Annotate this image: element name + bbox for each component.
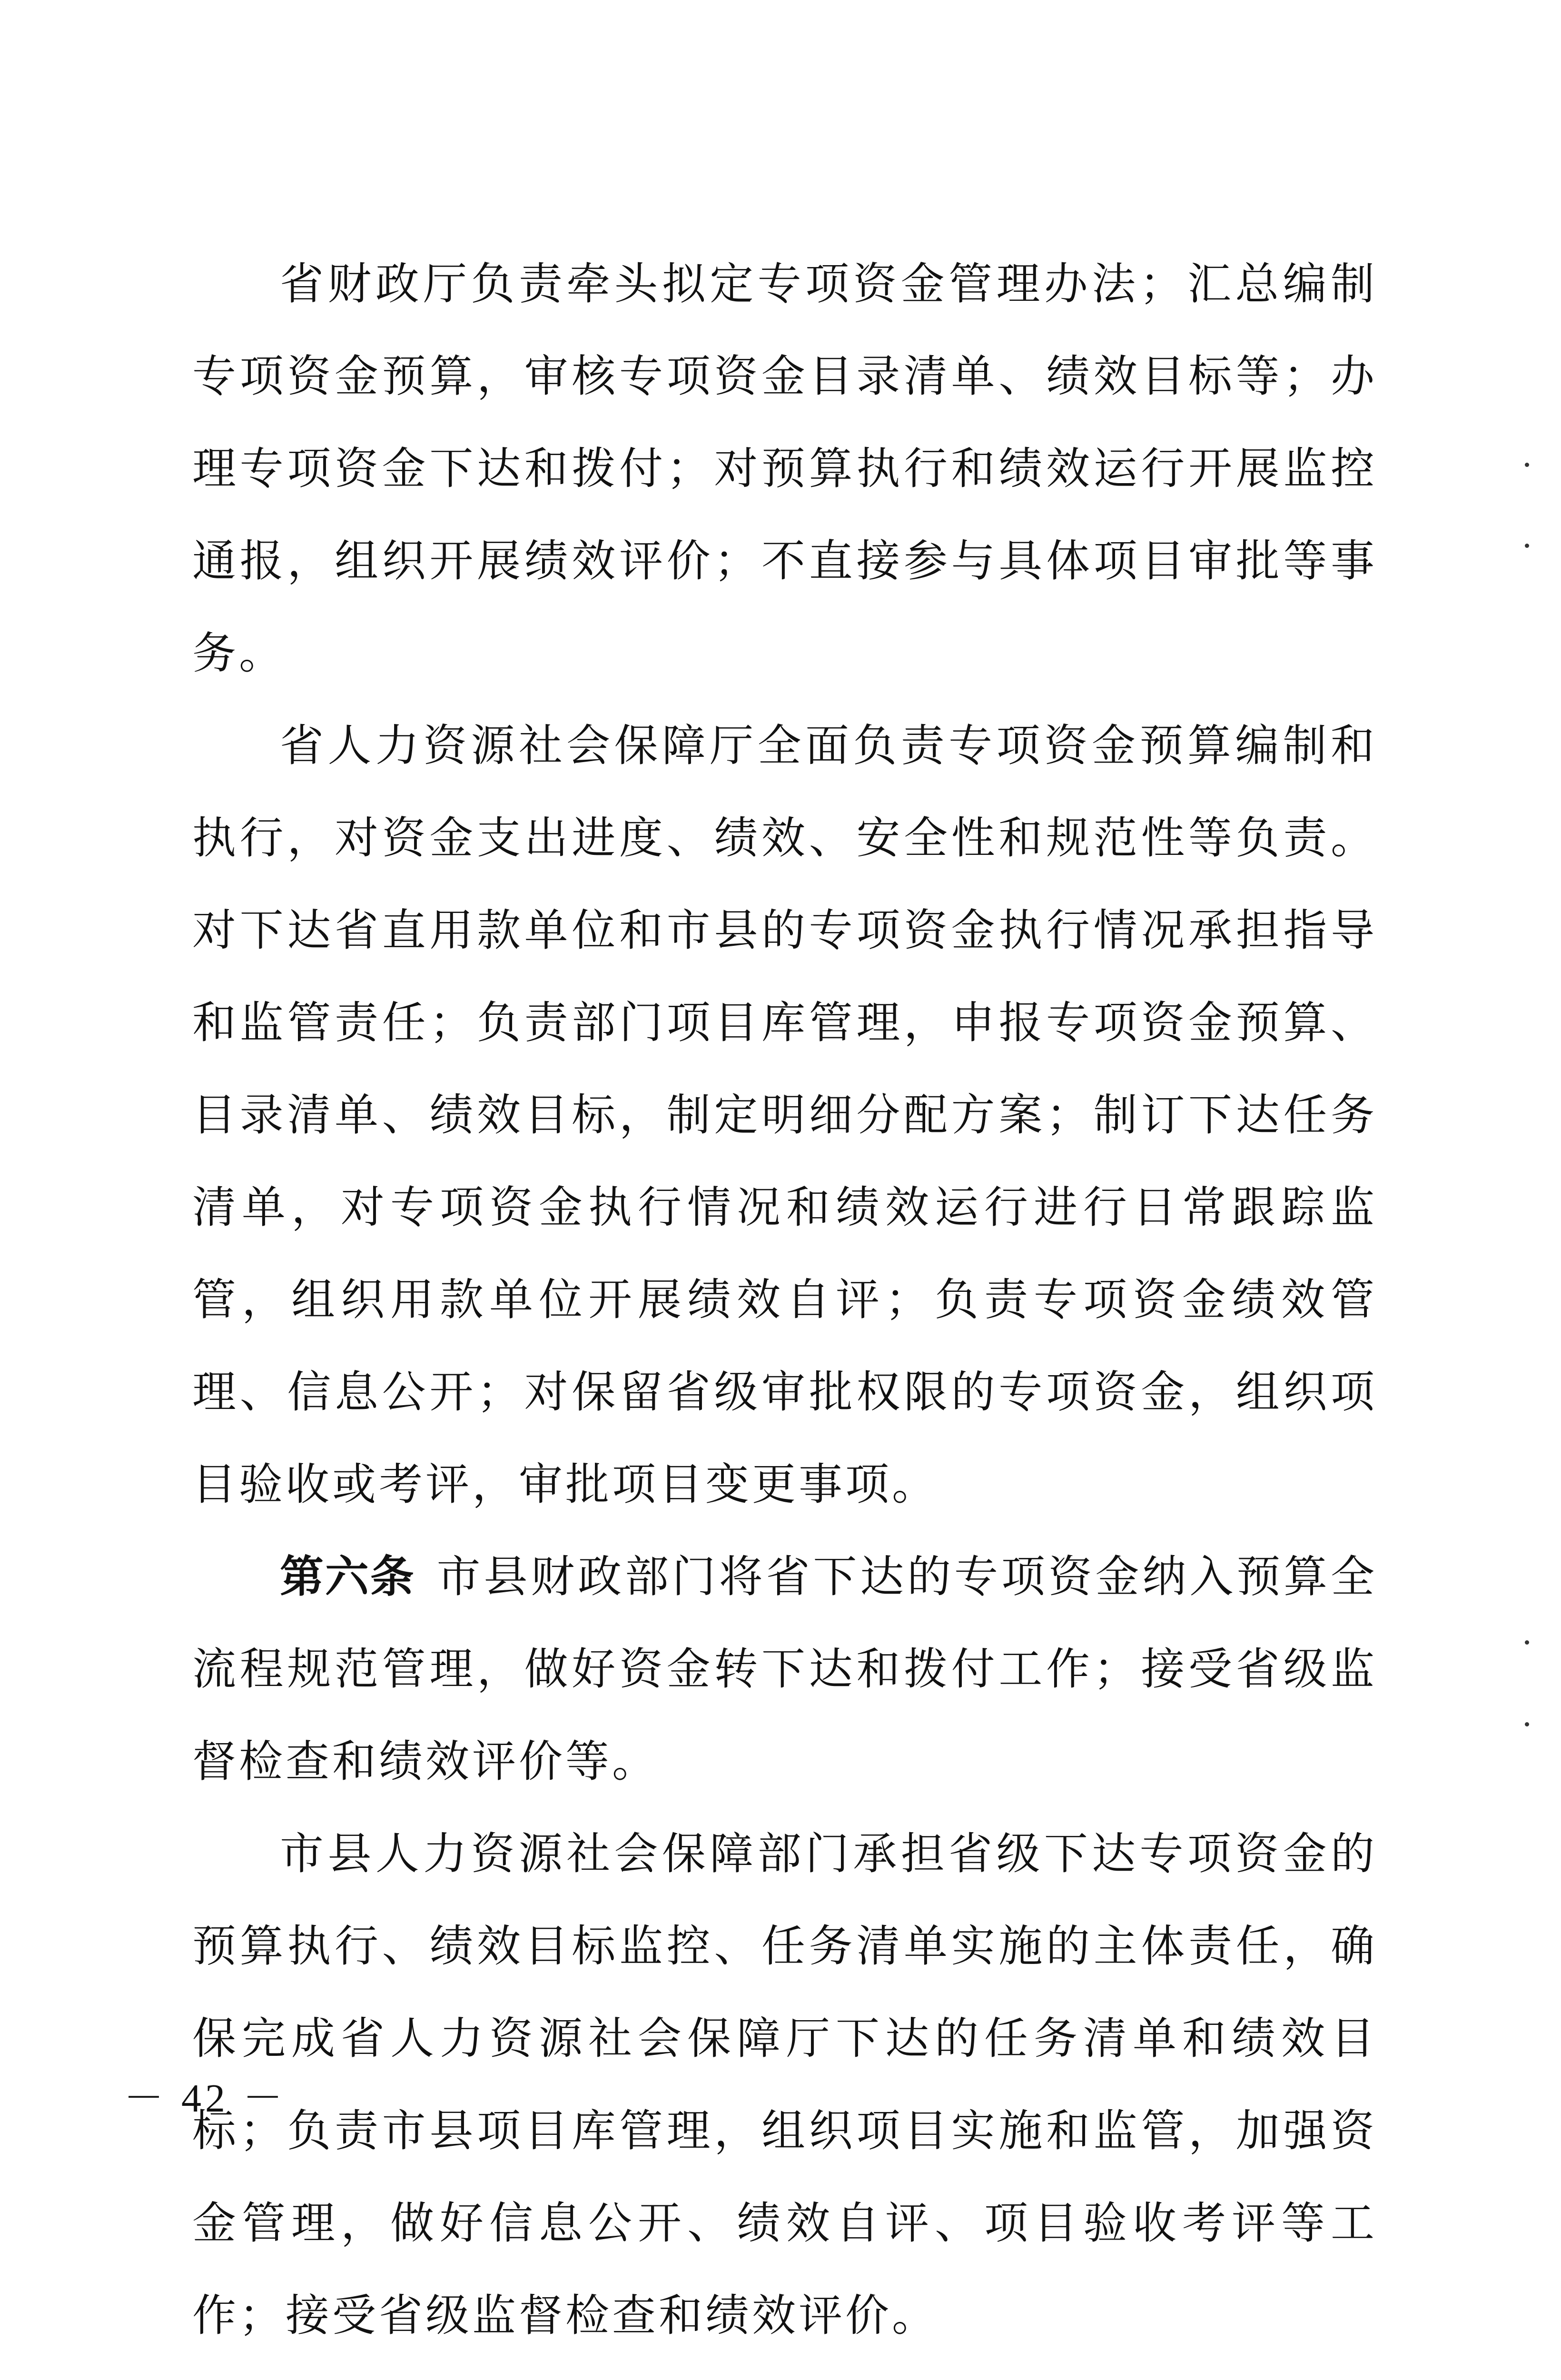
paragraph-article-6 xyxy=(192,1531,1377,1808)
body-text xyxy=(192,238,1377,2380)
paragraph-finance-dept xyxy=(192,238,1377,700)
scan-speck xyxy=(1525,544,1529,548)
scan-speck xyxy=(1525,1640,1529,1645)
paragraph-text: 市县财政部门将省下达的专项资金纳入预算全流程规范管理，做好资金转下达和拨付工作；接受省级监督检查和绩效评价等。 xyxy=(192,1551,1377,1787)
page-number: － 42 － xyxy=(124,2076,287,2121)
paragraph-text: 省财政厅负责牵头拟定专项资金管理办法；汇总编制专项资金预算，审核专项资金目录清单、绩效目标等；办理专项资金下达和拨付；对预算执行和绩效运行开展监控通报，组织开展绩效评价；不直接参与具体项目审批等事务。 xyxy=(192,258,1377,679)
article-label: 第六条 xyxy=(280,1551,415,1602)
paragraph-hr-dept xyxy=(192,700,1377,1531)
scan-speck xyxy=(1525,463,1529,467)
scan-speck xyxy=(1525,1722,1529,1726)
paragraph-article-7 xyxy=(192,2362,1377,2380)
paragraph-county-hr xyxy=(192,1808,1377,2362)
paragraph-text: 市县人力资源社会保障部门承担省级下达专项资金的预算执行、绩效目标监控、任务清单实施的主体责任，确保完成省人力资源社会保障厅下达的任务清单和绩效目标；负责市县项目库管理，组织项目实施和监管，加强资金管理，做好信息公开、绩效自评、项目验收考评等工作；接受省级监督检查和绩效评价。 xyxy=(192,1828,1377,2341)
paragraph-text: 省人力资源社会保障厅全面负责专项资金预算编制和执行，对资金支出进度、绩效、安全性和规范性等负责。对下达省直用款单位和市县的专项资金执行情况承担指导和监管责任；负责部门项目库管理，申报专项资金预算、目录清单、绩效目标，制定明细分配方案；制订下达任务清单，对专项资金执行情况和绩效运行进行日常跟踪监管，组织用款单位开展绩效自评；负责专项资金绩效管理、信息公开；对保留省级审批权限的专项资金，组织项目验收或考评，审批项目变更事项。 xyxy=(192,720,1377,1510)
